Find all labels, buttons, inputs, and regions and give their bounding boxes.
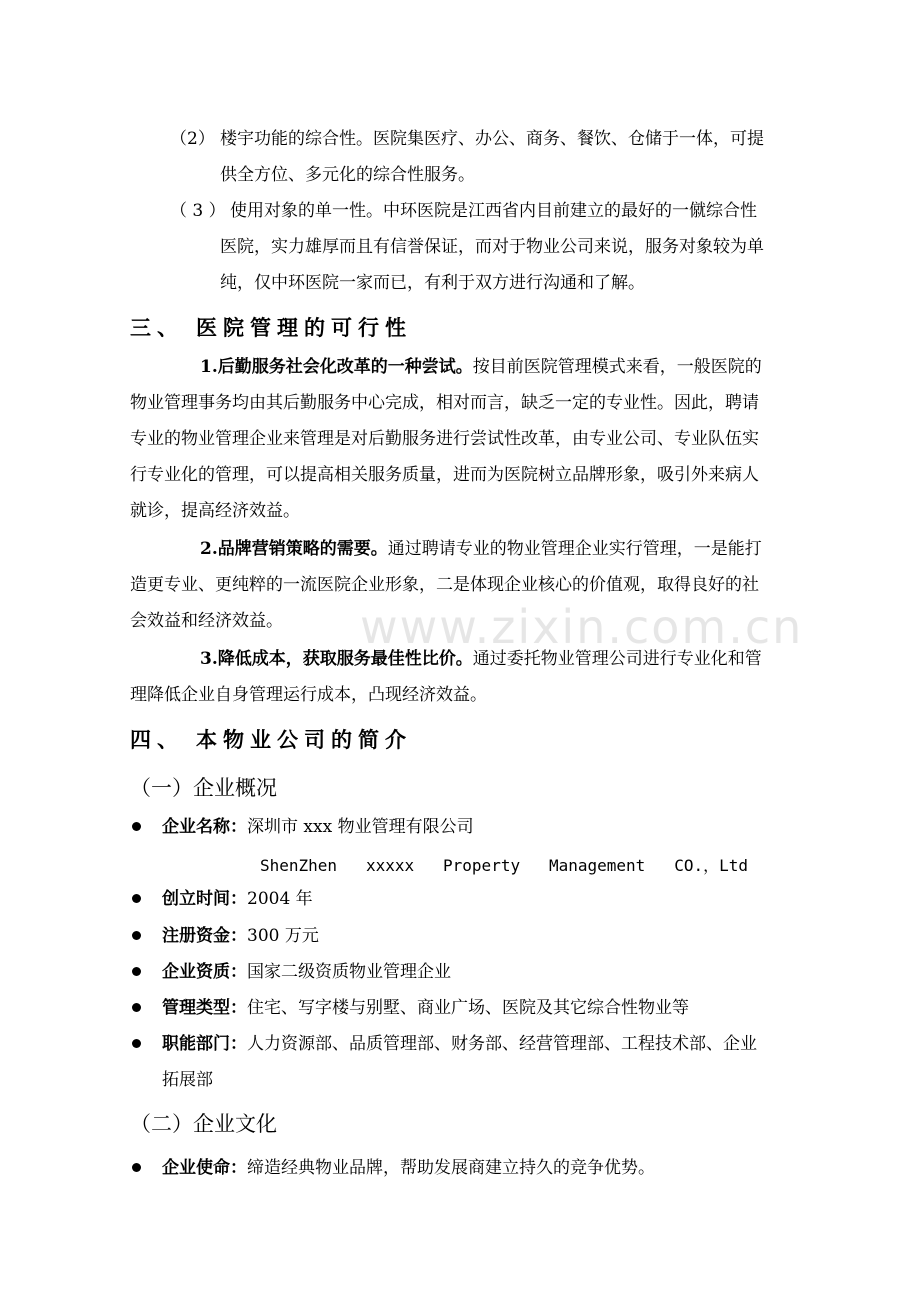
list-item-3-line-3: 纯，仅中环医院一家而已，有利于双方进行沟通和了解。 [220,273,645,293]
list-item-3-number: （ 3 ） [170,201,226,221]
paragraph-3-lead: 3.降低成本，获取服务最佳性比价。 [200,649,473,669]
paragraph-1-line-1 [200,350,762,384]
paragraph-1-lead: 1.后勤服务社会化改革的一种尝试。 [200,357,473,377]
info-label: 企业资质 [162,962,230,982]
info-label: 管理类型 [162,998,230,1018]
paragraph-2-lead: 2.品牌营销策略的需要。 [200,539,388,559]
subsection-1-title: （一）企业概况 [130,776,277,800]
section-4-number: 四、 [130,727,184,752]
info-management-type: 管理类型：住宅、写字楼与别墅、商业广场、医院及其它综合性物业等 [162,998,689,1018]
info-company-name: 企业名称：深圳市 xxx 物业管理有限公司 [162,817,474,837]
bullet-icon [132,894,141,903]
paragraph-1-line-2: 物业管理事务均由其后勤服务中心完成，相对而言，缺乏一定的专业性。因此，聘请 [130,393,759,413]
section-4-title: 本物业公司的简介 [196,727,412,752]
list-item-2-number: （2） [170,129,215,149]
info-founded: 创立时间：2004 年 [162,889,313,909]
info-value: 国家二级资质物业管理企业 [247,962,451,982]
paragraph-3-line-2: 理降低企业自身管理运行成本，凸现经济效益。 [130,685,487,705]
info-value: 300 万元 [247,926,319,946]
bullet-icon [132,967,141,976]
bullet-icon [132,1163,141,1172]
paragraph-1-text: 按目前医院管理模式来看，一般医院的 [472,357,762,377]
bullet-icon [132,931,141,940]
company-english-name: ShenZhen xxxxx Property Management CO.，Ltd [260,856,749,875]
info-value: 2004 年 [247,889,313,909]
paragraph-1-line-4: 行专业化的管理，可以提高相关服务质量，进而为医院树立品牌形象，吸引外来病人 [130,465,759,485]
info-value: 深圳市 xxx 物业管理有限公司 [247,817,474,837]
watermark: www.zixin.com.cn [360,600,804,654]
info-value: 住宅、写字楼与别墅、商业广场、医院及其它综合性物业等 [247,998,689,1018]
list-item-3-line-1: 使用对象的单一性。中环医院是江西省内目前建立的最好的一僦综合性 [230,201,757,221]
paragraph-3-line-1 [200,642,762,676]
paragraph-2-line-2: 造更专业、更纯粹的一流医院企业形象，二是体现企业核心的价值观，取得良好的社 [130,575,759,595]
list-item-3-line-2: 医院，实力雄厚而且有信誉保证，而对于物业公司来说，服务对象较为单 [220,237,764,257]
list-item-2-line-2: 供全方位、多元化的综合性服务。 [220,165,475,185]
bullet-icon [132,1003,141,1012]
paragraph-2-text: 通过聘请专业的物业管理企业实行管理，一是能打 [387,539,762,559]
info-value: 人力资源部、品质管理部、财务部、经营管理部、工程技术部、企业 [247,1034,757,1054]
info-capital: 注册资金：300 万元 [162,926,319,946]
section-3-number: 三、 [130,315,184,340]
subsection-2-title: （二）企业文化 [130,1112,277,1136]
info-label: 注册资金 [162,926,230,946]
paragraph-3-text: 通过委托物业管理公司进行专业化和管 [472,649,762,669]
list-item-2-line-1: 楼宇功能的综合性。医院集医疗、办公、商务、餐饮、仓储于一体，可提 [220,129,764,149]
culture-mission: 企业使命：缔造经典物业品牌，帮助发展商建立持久的竞争优势。 [162,1158,655,1178]
bullet-icon [132,822,141,831]
paragraph-1-line-5: 就诊，提高经济效益。 [130,501,300,521]
info-qualification: 企业资质：国家二级资质物业管理企业 [162,962,451,982]
info-label: 企业名称 [162,817,230,837]
info-departments-cont: 拓展部 [162,1070,213,1090]
paragraph-2-line-3: 会效益和经济效益。 [130,611,283,631]
paragraph-2-line-1 [200,532,762,566]
info-label: 职能部门 [162,1034,230,1054]
bullet-icon [132,1039,141,1048]
paragraph-1-line-3: 专业的物业管理企业来管理是对后勤服务进行尝试性改革，由专业公司、专业队伍实 [130,429,759,449]
info-departments: 职能部门：人力资源部、品质管理部、财务部、经营管理部、工程技术部、企业 [162,1034,757,1054]
info-label: 企业使命 [162,1158,230,1178]
section-3-title: 医院管理的可行性 [196,315,412,340]
info-label: 创立时间 [162,889,230,909]
info-value: 缔造经典物业品牌，帮助发展商建立持久的竞争优势。 [247,1158,655,1178]
